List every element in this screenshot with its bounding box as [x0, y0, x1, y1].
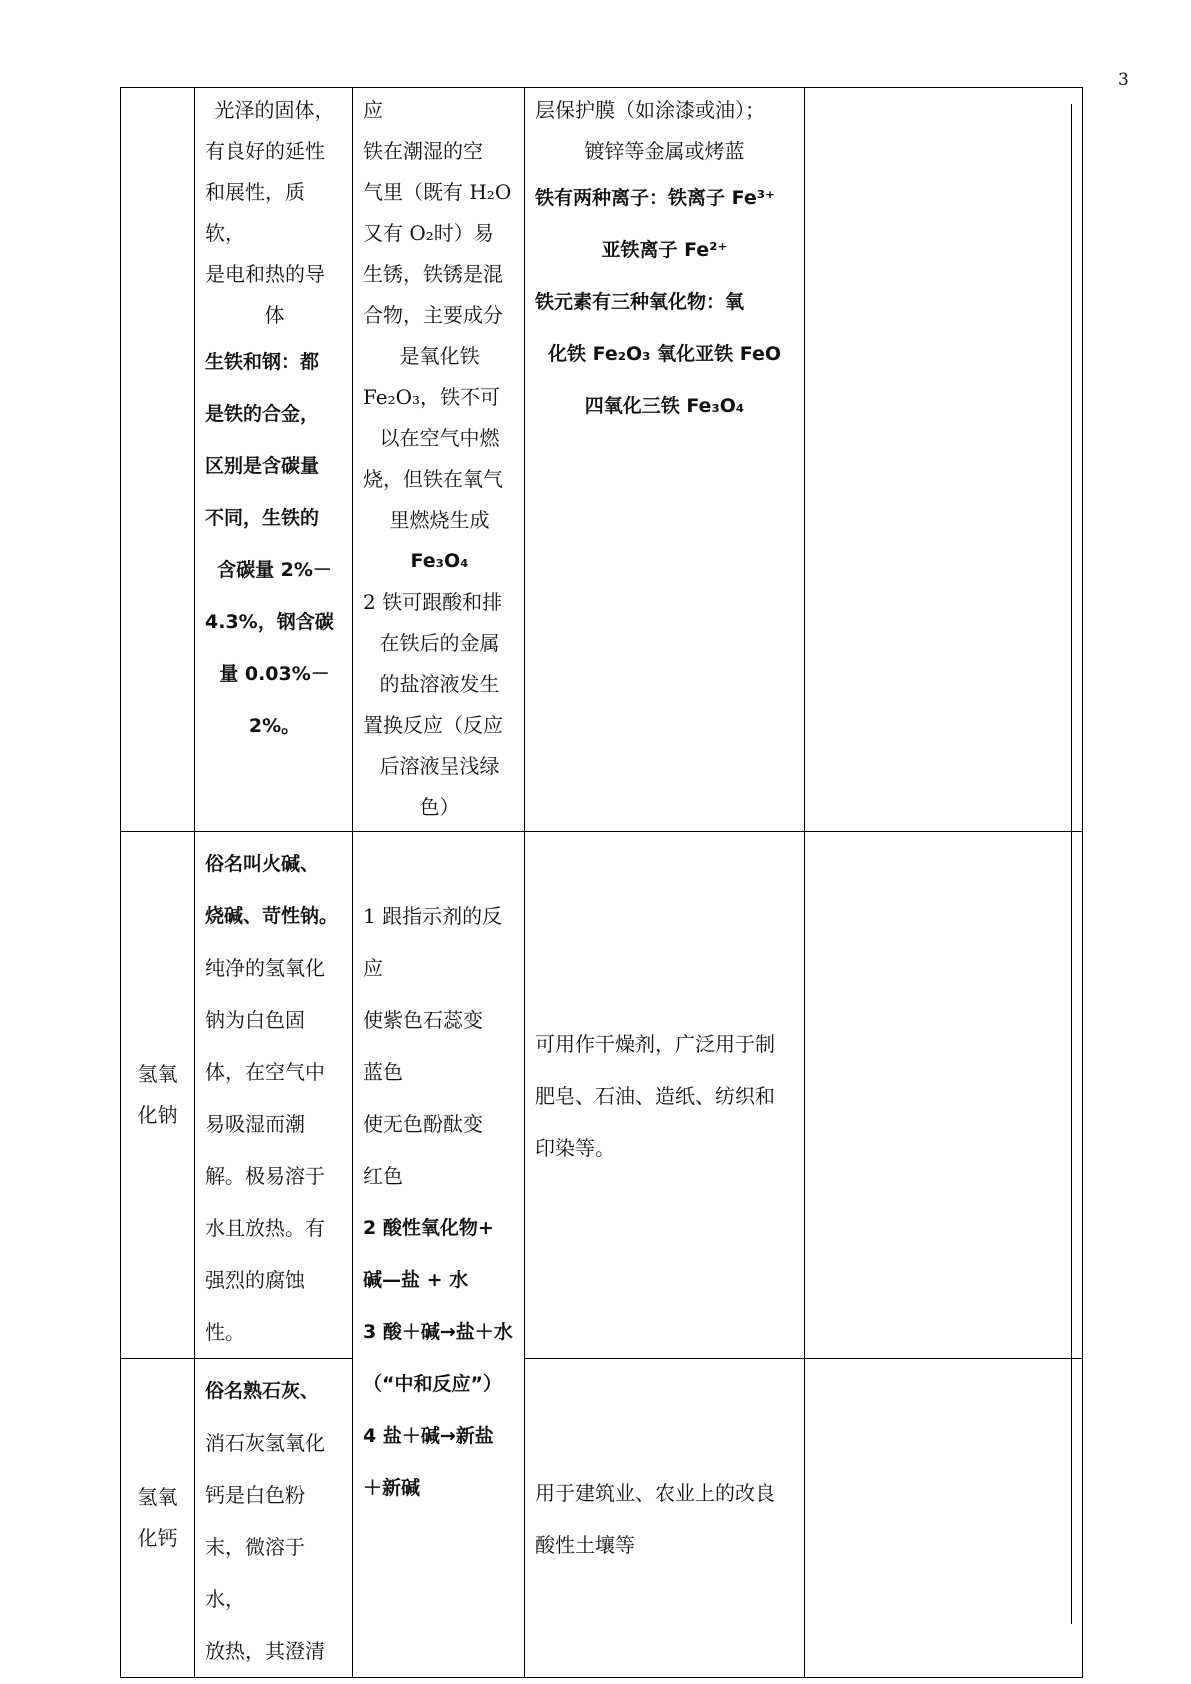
- text-line: 红色: [363, 1164, 403, 1188]
- cell-naoh-notes: [805, 832, 1083, 1359]
- formula-line: Fe₃O₄: [410, 550, 469, 572]
- text-line: 里燃烧生成: [389, 508, 490, 532]
- text-line: 气里（既有 H₂O: [363, 180, 512, 204]
- bold-line: 碱—盐 + 水: [363, 1269, 469, 1291]
- bold-line: 俗名叫火碱、: [205, 853, 320, 875]
- text-line: 和展性，质软，: [205, 180, 305, 245]
- text-line: 合物，主要成分: [363, 303, 503, 327]
- bold-line: 亚铁离子 Fe²⁺: [601, 239, 728, 261]
- text-line: 使紫色石蕊变: [363, 1008, 483, 1032]
- bold-line: （“中和反应”）: [363, 1373, 502, 1395]
- cell-iron-uses: [525, 88, 805, 832]
- bold-line: 俗名熟石灰、: [205, 1380, 320, 1402]
- text-line: 体，在空气中: [205, 1060, 325, 1084]
- bold-line: 区别是含碳量: [205, 455, 320, 477]
- text-line: 镀锌等金属或烤蓝: [584, 139, 745, 163]
- bold-line: 不同，生铁的: [205, 507, 320, 529]
- text-line: 肥皂、石油、造纸、纺织和: [535, 1084, 775, 1108]
- text-line: 放热，其澄清: [205, 1639, 325, 1663]
- bold-line: 铁有两种离子：铁离子 Fe³⁺: [535, 187, 776, 209]
- cell-iron-reactions: [353, 88, 525, 832]
- text-line: 在铁后的金属: [379, 631, 500, 655]
- text-line: 钠为白色固: [205, 1008, 305, 1032]
- text-line: 纯净的氢氧化: [205, 956, 325, 980]
- page-number: 3: [1118, 70, 1129, 90]
- table-row-iron: [121, 88, 1083, 832]
- text-line: 印染等。: [535, 1136, 615, 1160]
- text-line: 以在空气中燃: [379, 426, 500, 450]
- text-line: 层保护膜（如涂漆或油）；: [535, 98, 765, 122]
- text-line: 钙是白色粉: [205, 1483, 305, 1507]
- properties-table: [120, 87, 1083, 1678]
- text-line: 水且放热。有: [205, 1216, 325, 1240]
- text-line: 是电和热的导: [205, 262, 325, 286]
- text-line: 置换反应（反应: [363, 713, 503, 737]
- cell-caoh-notes: [805, 1359, 1083, 1678]
- text-line: 铁在潮湿的空: [363, 139, 483, 163]
- bold-line: 量 0.03%－: [219, 663, 330, 685]
- bold-line: 含碳量 2%－: [217, 559, 332, 581]
- bold-line: 3 酸＋碱→盐＋水: [363, 1321, 513, 1343]
- cell-iron-properties: [195, 88, 353, 832]
- bold-line: 铁元素有三种氧化物：氧: [535, 291, 745, 313]
- bold-line: 是铁的合金，: [205, 403, 320, 425]
- bold-line: 4.3%，钢含碳: [205, 611, 334, 633]
- cell-iron-name: [121, 88, 195, 832]
- cell-naoh-name: [121, 832, 195, 1359]
- bold-line: 烧碱、苛性钠。: [205, 905, 339, 927]
- text-line: 可用作干燥剂，广泛用于制: [535, 1032, 775, 1056]
- bold-line: 2%。: [248, 715, 301, 737]
- text-line: 又有 O₂时）易: [363, 221, 494, 245]
- text-line: 1 跟指示剂的反: [363, 904, 503, 928]
- text-line: 应: [363, 98, 383, 122]
- text-line: 消石灰氢氧化: [205, 1431, 325, 1455]
- text-line: 氢氧: [137, 1062, 178, 1086]
- text-line: 性。: [205, 1320, 245, 1344]
- table-row-caoh: [121, 1359, 1083, 1678]
- cell-caoh-name: [121, 1359, 195, 1678]
- text-line: 色）: [419, 795, 460, 819]
- text-line: 是氧化铁: [399, 344, 480, 368]
- cell-iron-notes: [805, 88, 1083, 832]
- bold-line: 2 酸性氧化物+: [363, 1217, 494, 1239]
- text-line: 光泽的固体，: [214, 98, 335, 122]
- text-line: 的盐溶液发生: [379, 672, 500, 696]
- text-line: 氢氧: [137, 1485, 178, 1509]
- text-line: Fe₂O₃，铁不可: [363, 385, 501, 409]
- bold-line: 4 盐＋碱→新盐: [363, 1425, 494, 1447]
- text-line: 末，微溶于水，: [205, 1535, 305, 1611]
- text-line: 化钠: [137, 1103, 178, 1127]
- text-line: 易吸湿而潮: [205, 1112, 305, 1136]
- text-line: 体: [264, 303, 285, 327]
- cell-caoh-uses: [525, 1359, 805, 1678]
- text-line: 蓝色: [363, 1060, 403, 1084]
- text-line: 生锈，铁锈是混: [363, 262, 503, 286]
- text-line: 化钙: [137, 1526, 178, 1550]
- table-row-naoh: [121, 832, 1083, 1359]
- text-line: 酸性土壤等: [535, 1533, 635, 1557]
- cell-naoh-properties: [195, 832, 353, 1359]
- bold-line: 化铁 Fe₂O₃ 氧化亚铁 FeO: [548, 343, 781, 365]
- bold-line: 四氧化三铁 Fe₃O₄: [584, 395, 745, 417]
- text-line: 应: [363, 956, 383, 980]
- text-line: 解。极易溶于: [205, 1164, 325, 1188]
- text-line: 有良好的延性: [205, 139, 325, 163]
- bold-line: 生铁和钢：都: [205, 351, 320, 373]
- text-line: 用于建筑业、农业上的改良: [535, 1481, 775, 1505]
- cell-naoh-uses: [525, 832, 805, 1359]
- text-line: 使无色酚酞变: [363, 1112, 483, 1136]
- cell-caoh-properties: [195, 1359, 353, 1678]
- text-line: 烧，但铁在氧气: [363, 467, 503, 491]
- text-line: 强烈的腐蚀: [205, 1268, 305, 1292]
- cell-base-reactions: [353, 832, 525, 1678]
- bold-line: ＋新碱: [363, 1477, 421, 1499]
- text-line: 2 铁可跟酸和排: [363, 590, 503, 614]
- text-line: 后溶液呈浅绿: [379, 754, 500, 778]
- margin-rule: [1071, 104, 1072, 1624]
